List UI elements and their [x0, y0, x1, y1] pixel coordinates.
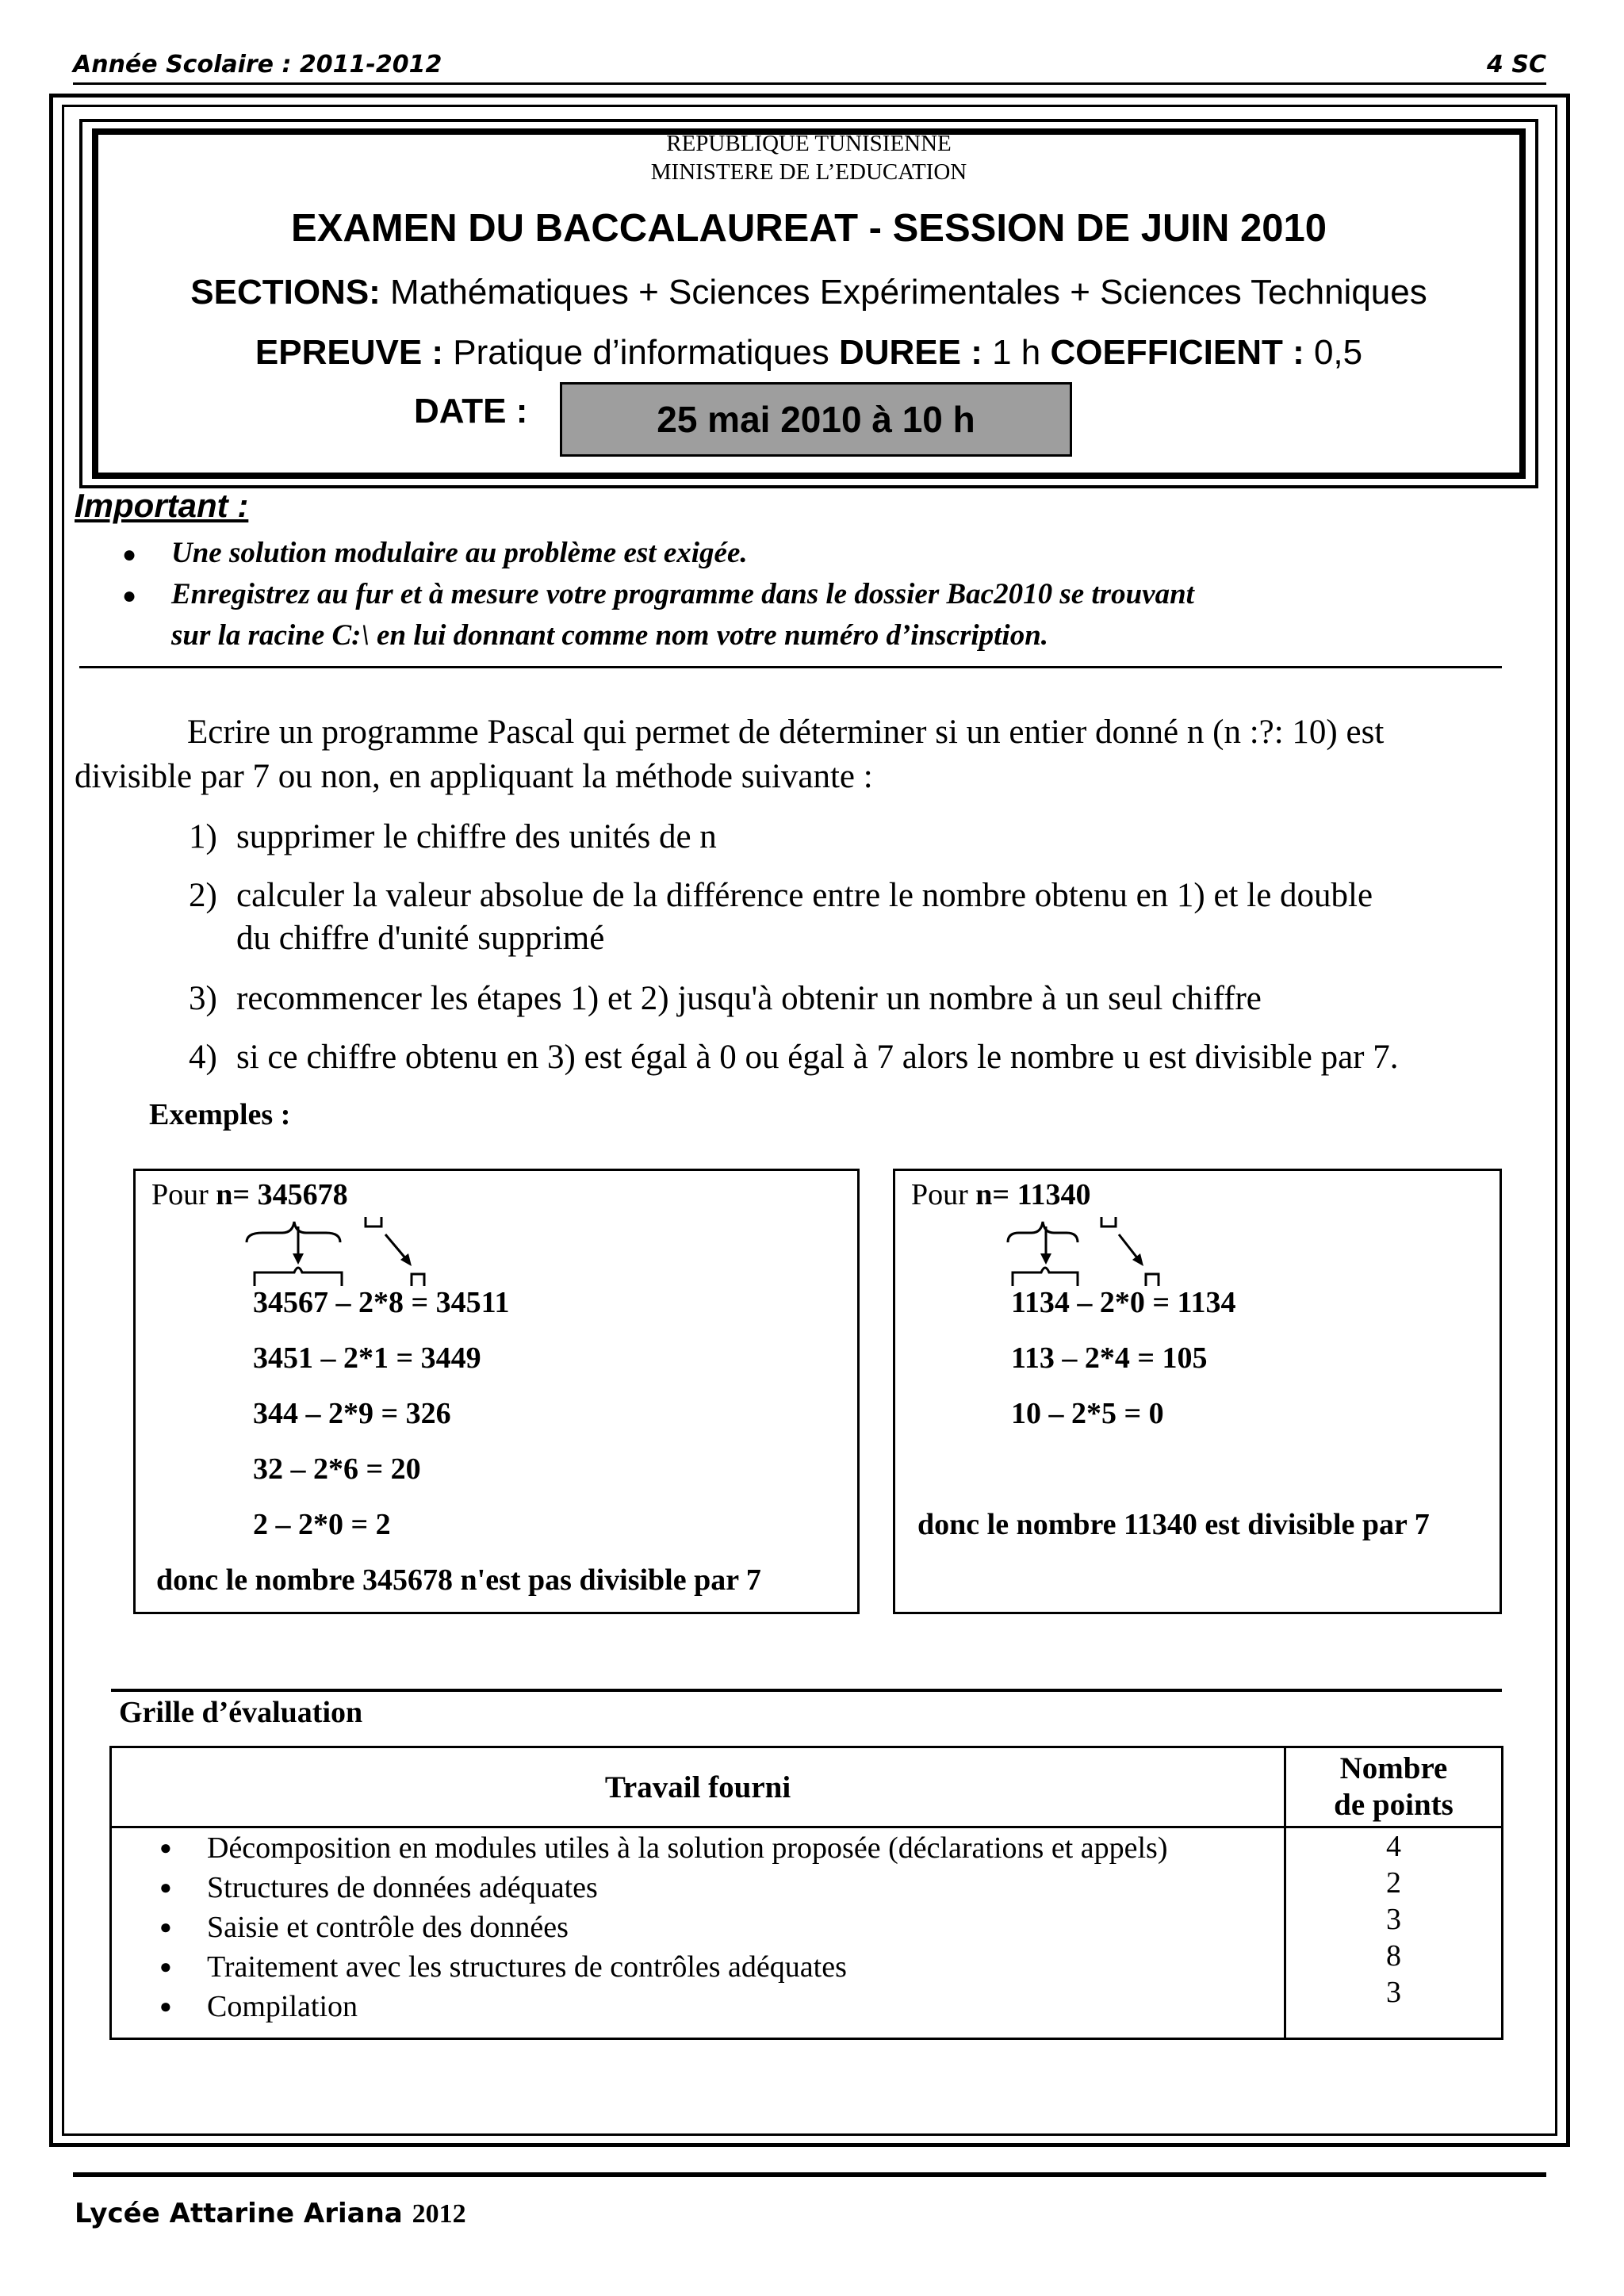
- important-item: Une solution modulaire au problème est exigée.: [171, 537, 748, 569]
- calc-line: 344 – 2*9 = 326: [253, 1397, 451, 1430]
- list-item: [159, 1947, 847, 1987]
- example-box-left: [133, 1169, 860, 1614]
- calc-line: 34567 – 2*8 = 34511: [253, 1286, 510, 1319]
- n-value: n= 11340: [975, 1178, 1091, 1211]
- bullet-icon: ●: [122, 541, 137, 568]
- exam-title: EXAMEN DU BACCALAUREAT - SESSION DE JUIN 2010: [291, 207, 1327, 250]
- bullet-icon: ●: [159, 1915, 172, 1938]
- points-value: 3: [1386, 1903, 1401, 1936]
- step-text: si ce chiffre obtenu en 3) est égal à 0 ou égal à 7 alors le nombre u est divisible par 7.: [236, 1039, 1399, 1076]
- example-box-right: [893, 1169, 1502, 1614]
- bullet-icon: ●: [159, 1995, 172, 2018]
- duree-label: DUREE :: [838, 333, 982, 372]
- class-level: 4 SC: [1487, 51, 1546, 78]
- sections-value: Mathématiques + Sciences Expérimentales + Sciences Techniques: [380, 273, 1427, 312]
- epreuve-line: [92, 333, 1526, 373]
- evaluation-table: [109, 1746, 1503, 2040]
- school-name: Lycée Attarine Ariana: [75, 2198, 412, 2229]
- step-text: supprimer le chiffre des unités de n: [236, 818, 717, 855]
- table-row: [111, 1827, 1503, 2039]
- republic-line: REPUBLIQUE TUNISIENNE: [666, 131, 952, 156]
- calc-line: 3451 – 2*1 = 3449: [253, 1341, 481, 1375]
- duree-value: 1 h: [982, 333, 1051, 372]
- points-value: 2: [1386, 1866, 1401, 1900]
- coefficient-value: 0,5: [1304, 333, 1363, 372]
- step-number: 4): [189, 1039, 217, 1076]
- ministry-line: MINISTERE DE L’EDUCATION: [650, 159, 967, 185]
- school-year: Année Scolaire : 2011-2012: [73, 51, 442, 78]
- calc-line: 2 – 2*0 = 2: [253, 1508, 391, 1541]
- important-list: [75, 533, 1502, 660]
- col-points-line1: Nombre: [1339, 1751, 1448, 1785]
- important-rule: [79, 666, 1502, 668]
- important-item-cont: sur la racine C:\ en lui donnant comme nom votre numéro d’inscription.: [171, 619, 1049, 652]
- col-points-header: [1285, 1747, 1503, 1827]
- problem-intro-1: Ecrire un programme Pascal qui permet de déterminer si un entier donné n (n :?: 10) est: [187, 714, 1385, 751]
- footer-year: 2012: [412, 2199, 466, 2229]
- footer: [75, 2198, 466, 2229]
- list-item: [159, 1987, 358, 2026]
- example-conclusion: donc le nombre 11340 est divisible par 7: [917, 1508, 1430, 1541]
- pour-label: Pour: [151, 1178, 216, 1211]
- table-header-row: [111, 1747, 1503, 1827]
- grid-item-text: Décomposition en modules utiles à la solution proposée (déclarations et appels): [207, 1831, 1168, 1865]
- grid-title: Grille d’évaluation: [119, 1696, 363, 1729]
- example-conclusion: donc le nombre 345678 n'est pas divisible par 7: [156, 1563, 761, 1597]
- bullet-icon: ●: [122, 583, 137, 609]
- bullet-icon: ●: [159, 1836, 172, 1859]
- step-number: 1): [189, 818, 217, 855]
- problem-intro-2: divisible par 7 ou non, en appliquant la méthode suivante :: [75, 758, 873, 795]
- sections-label: SECTIONS:: [190, 273, 381, 312]
- grid-item-text: Traitement avec les structures de contrôles adéquates: [207, 1950, 847, 1984]
- col-points-line2: de points: [1334, 1788, 1454, 1822]
- bullet-icon: ●: [159, 1876, 172, 1899]
- list-item: [159, 1828, 1167, 1868]
- calc-line: 1134 – 2*0 = 1134: [1011, 1286, 1236, 1319]
- list-item: [159, 1908, 569, 1947]
- step-number: 3): [189, 980, 217, 1017]
- example-heading: [911, 1177, 1091, 1212]
- step-number: 2): [189, 877, 217, 914]
- date-label: DATE :: [414, 392, 528, 430]
- points-value: 3: [1386, 1976, 1401, 2009]
- grid-item-text: Saisie et contrôle des données: [207, 1911, 569, 1944]
- example-heading: [151, 1177, 348, 1212]
- examples-label: Exemples :: [149, 1098, 291, 1131]
- step-text: recommencer les étapes 1) et 2) jusqu'à obtenir un nombre à un seul chiffre: [236, 980, 1262, 1017]
- calc-line: 32 – 2*6 = 20: [253, 1452, 421, 1486]
- points-cell: [1285, 1827, 1503, 2039]
- footer-rule: [73, 2172, 1546, 2177]
- travail-cell: [111, 1827, 1285, 2039]
- grid-item-text: Compilation: [207, 1990, 358, 2023]
- important-item: Enregistrez au fur et à mesure votre programme dans le dossier Bac2010 se trouvant: [171, 578, 1194, 610]
- sections-line: [92, 273, 1526, 312]
- calc-line: 113 – 2*4 = 105: [1011, 1341, 1208, 1375]
- bullet-icon: ●: [159, 1955, 172, 1978]
- grid-item-text: Structures de données adéquates: [207, 1871, 598, 1904]
- grid-rule: [111, 1689, 1502, 1692]
- epreuve-value: Pratique d’informatiques: [443, 333, 839, 372]
- step-text-cont: du chiffre d'unité supprimé: [236, 920, 605, 957]
- top-rule: [73, 82, 1546, 85]
- points-value: 8: [1386, 1939, 1401, 1973]
- step-text: calculer la valeur absolue de la différence entre le nombre obtenu en 1) et le double: [236, 877, 1373, 914]
- calc-line: 10 – 2*5 = 0: [1011, 1397, 1164, 1430]
- epreuve-label: EPREUVE :: [255, 333, 444, 372]
- list-item: [159, 1868, 598, 1908]
- points-value: 4: [1386, 1830, 1401, 1863]
- important-title: Important :: [75, 487, 249, 524]
- col-travail-header: Travail fourni: [111, 1747, 1285, 1827]
- date-box: 25 mai 2010 à 10 h: [560, 382, 1072, 457]
- coefficient-label: COEFFICIENT :: [1050, 333, 1304, 372]
- n-value: n= 345678: [216, 1178, 348, 1211]
- pour-label: Pour: [911, 1178, 976, 1211]
